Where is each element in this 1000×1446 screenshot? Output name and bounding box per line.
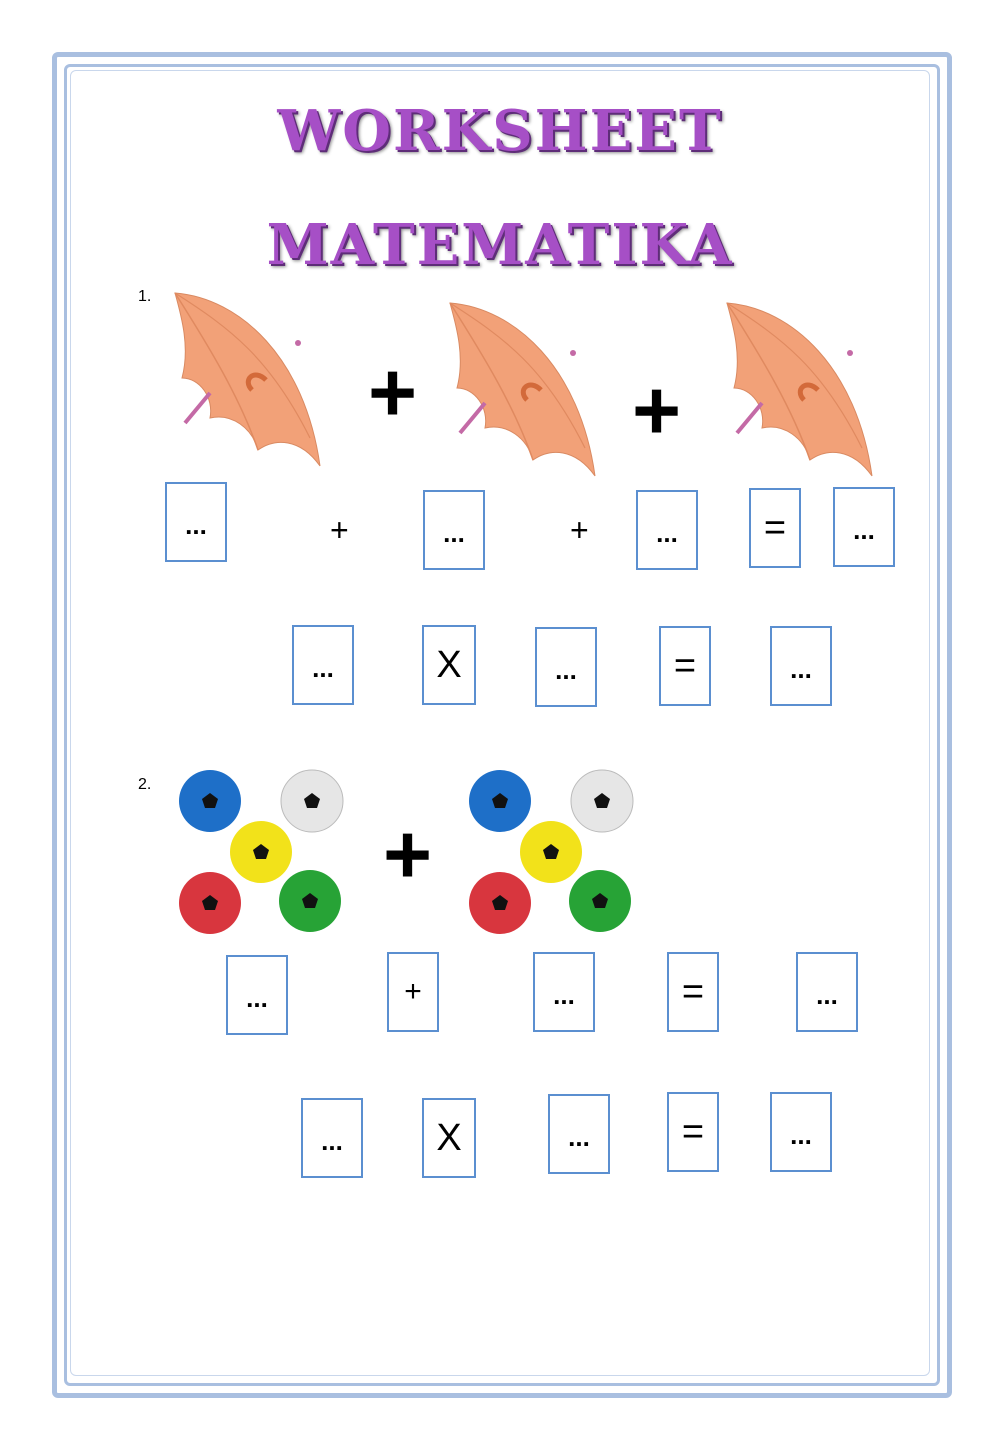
umbrella-icon: [445, 298, 605, 483]
result-box[interactable]: ...: [770, 626, 832, 706]
soccer-balls-group-icon: [468, 768, 636, 936]
multiply-sign-box: X: [422, 625, 476, 705]
question-1-number: 1.: [138, 288, 152, 305]
soccer-balls-group-icon: [178, 768, 346, 936]
answer-box[interactable]: ...: [165, 482, 227, 562]
equals-sign-box: =: [667, 952, 719, 1032]
plus-sign: +: [570, 512, 589, 548]
answer-box[interactable]: ...: [292, 625, 354, 705]
plus-sign-large: +: [383, 807, 433, 901]
answer-box[interactable]: ...: [535, 627, 597, 707]
plus-sign-large: +: [368, 345, 418, 439]
equals-sign-box: =: [659, 626, 711, 706]
equals-sign-box: =: [667, 1092, 719, 1172]
multiply-sign-box: X: [422, 1098, 476, 1178]
result-box[interactable]: ...: [770, 1092, 832, 1172]
plus-sign-box: +: [387, 952, 439, 1032]
umbrella-icon: [170, 288, 330, 473]
result-box[interactable]: ...: [833, 487, 895, 567]
worksheet-subtitle: MATEMATIKA: [266, 212, 734, 278]
answer-box[interactable]: ...: [548, 1094, 610, 1174]
plus-sign: +: [330, 512, 349, 548]
answer-box[interactable]: ...: [226, 955, 288, 1035]
plus-sign-large: +: [632, 363, 682, 457]
question-2-number: 2.: [138, 776, 152, 793]
answer-box[interactable]: ...: [423, 490, 485, 570]
answer-box[interactable]: ...: [533, 952, 595, 1032]
equals-sign-box: =: [749, 488, 801, 568]
answer-box[interactable]: ...: [636, 490, 698, 570]
result-box[interactable]: ...: [796, 952, 858, 1032]
answer-box[interactable]: ...: [301, 1098, 363, 1178]
worksheet-title: WORKSHEET: [277, 98, 723, 164]
umbrella-icon: [722, 298, 882, 483]
